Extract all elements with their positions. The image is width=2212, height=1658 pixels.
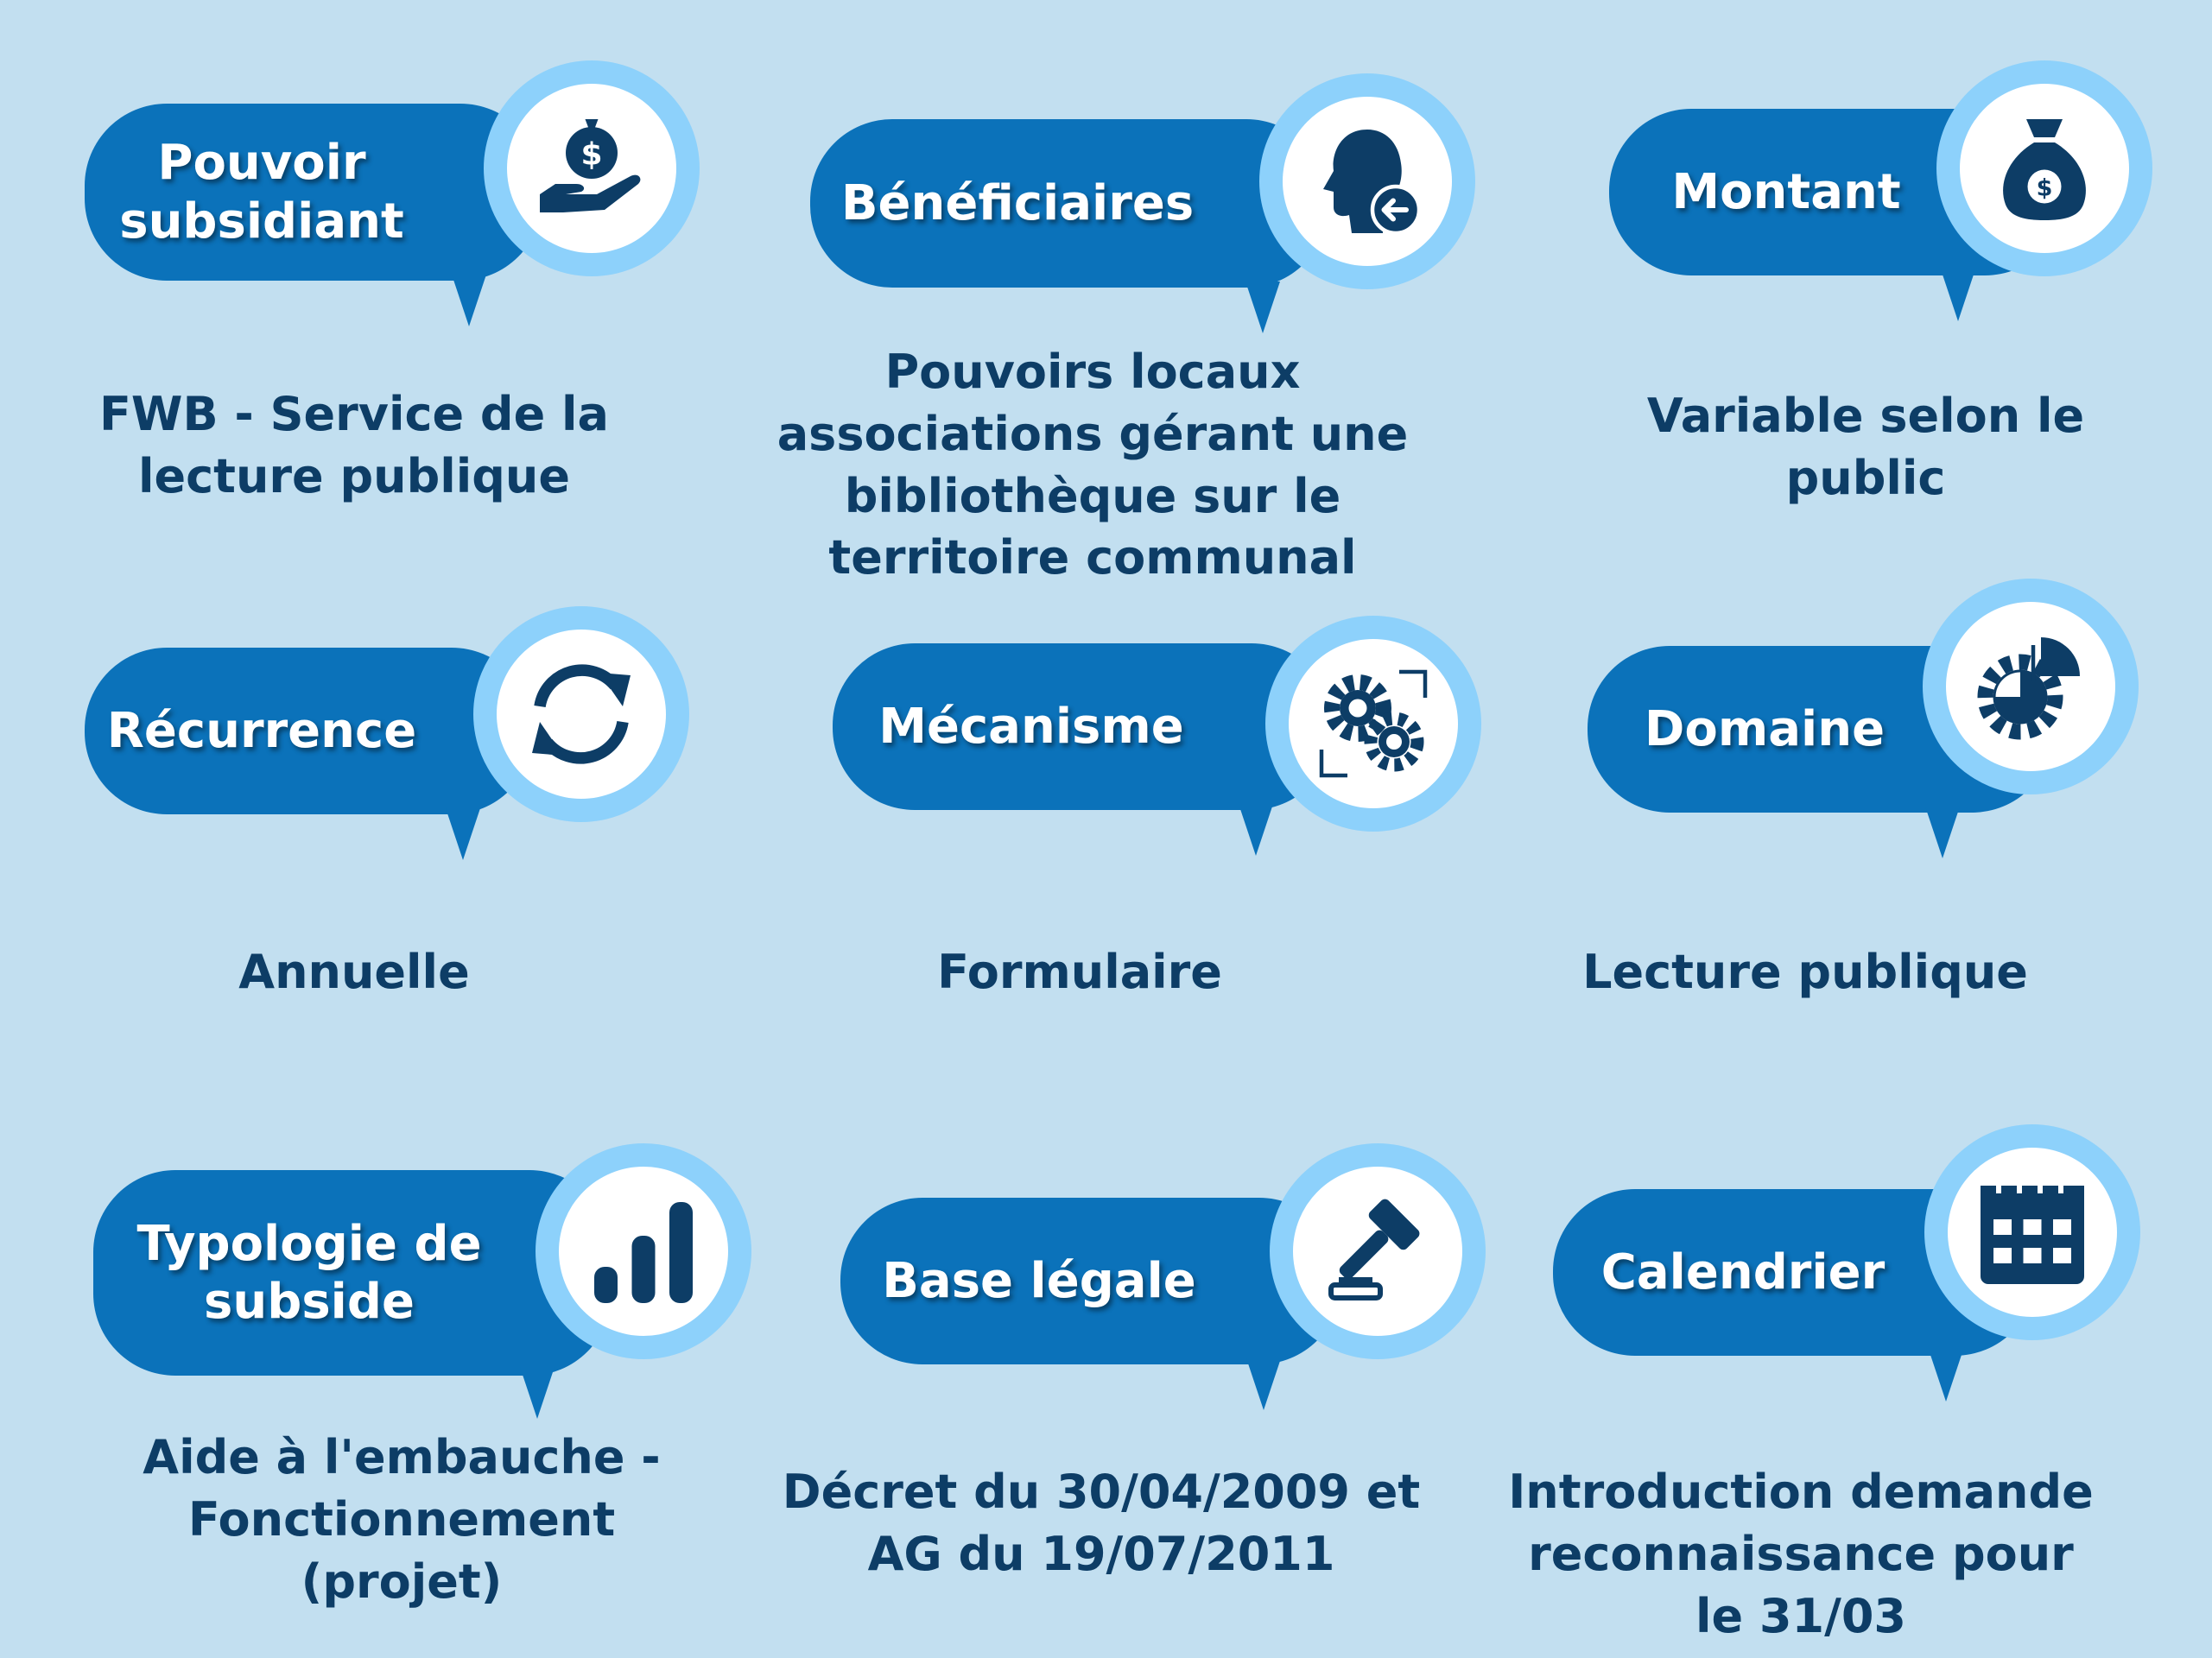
card-title: Bénéficiaires bbox=[840, 174, 1195, 231]
icon-disc bbox=[1946, 602, 2115, 771]
icon-ring bbox=[1270, 1143, 1486, 1359]
svg-text:$: $ bbox=[580, 136, 603, 173]
calendar-icon bbox=[1968, 1168, 2097, 1297]
icon-ring bbox=[473, 606, 689, 822]
svg-text:$: $ bbox=[2036, 174, 2053, 202]
icon-disc bbox=[559, 1167, 728, 1336]
icon-ring bbox=[1259, 73, 1475, 289]
card-title: Pouvoir subsidiant bbox=[119, 135, 404, 250]
card-description: Formulaire bbox=[937, 945, 1222, 999]
card-title: Récurrence bbox=[106, 702, 417, 759]
icon-ring bbox=[1936, 60, 2152, 276]
card-title: Domaine bbox=[1644, 700, 1886, 757]
bar-chart-icon bbox=[579, 1187, 708, 1316]
icon-disc bbox=[1289, 639, 1458, 808]
bubble-tail bbox=[1925, 807, 1960, 858]
icon-disc bbox=[1960, 84, 2129, 253]
title-bubble bbox=[833, 643, 1334, 810]
gears-icon bbox=[1309, 659, 1438, 788]
title-bubble bbox=[810, 119, 1328, 288]
bubble-tail bbox=[520, 1367, 555, 1419]
icon-ring bbox=[1924, 1124, 2140, 1340]
icon-disc bbox=[507, 84, 676, 253]
bubble-tail bbox=[446, 808, 480, 860]
icon-ring bbox=[1265, 616, 1481, 832]
card-title: Mécanisme bbox=[878, 698, 1184, 755]
gear-chart-icon bbox=[1966, 622, 2095, 751]
card-title: Montant bbox=[1671, 163, 1901, 220]
person-arrow-icon bbox=[1302, 117, 1432, 246]
icon-disc bbox=[1283, 97, 1452, 266]
card-description: Annuelle bbox=[238, 945, 470, 999]
card-description: Pouvoirs locaux associations gérant une bibliothèque sur le territoire communal bbox=[776, 345, 1409, 585]
icon-ring bbox=[1923, 579, 2139, 794]
icon-disc bbox=[1948, 1148, 2117, 1317]
icon-ring bbox=[484, 60, 700, 276]
card-title: Typologie de subside bbox=[136, 1215, 482, 1330]
bubble-tail bbox=[1941, 269, 1975, 321]
card-title: Calendrier bbox=[1600, 1244, 1886, 1300]
card-description: Décret du 30/04/2009 et AG du 19/07/2011 bbox=[782, 1465, 1421, 1581]
card-description: Lecture publique bbox=[1582, 945, 2028, 999]
icon-disc bbox=[497, 630, 666, 799]
bubble-tail bbox=[452, 275, 486, 326]
title-bubble bbox=[93, 1170, 612, 1376]
icon-disc bbox=[1293, 1167, 1462, 1336]
title-bubble bbox=[85, 648, 534, 814]
card-description: FWB - Service de la lecture publique bbox=[99, 387, 609, 503]
bubble-tail bbox=[1929, 1350, 1963, 1402]
bubble-tail bbox=[1245, 282, 1280, 333]
card-description: Introduction demande reconnaissance pour le 31/03 bbox=[1508, 1465, 2094, 1643]
money-bag-icon bbox=[1980, 104, 2109, 233]
gavel-icon bbox=[1313, 1187, 1442, 1316]
title-bubble bbox=[85, 104, 542, 281]
icon-ring bbox=[536, 1143, 751, 1359]
bubble-tail bbox=[1246, 1358, 1281, 1410]
card-description: Aide à l'embauche - Fonctionnement (projet) bbox=[143, 1430, 661, 1609]
card-description: Variable selon le public bbox=[1646, 389, 2085, 505]
bubble-tail bbox=[1239, 804, 1273, 856]
money-hand-icon bbox=[527, 104, 656, 233]
refresh-icon bbox=[517, 649, 646, 779]
title-bubble bbox=[840, 1198, 1341, 1364]
card-title: Base légale bbox=[882, 1252, 1196, 1309]
